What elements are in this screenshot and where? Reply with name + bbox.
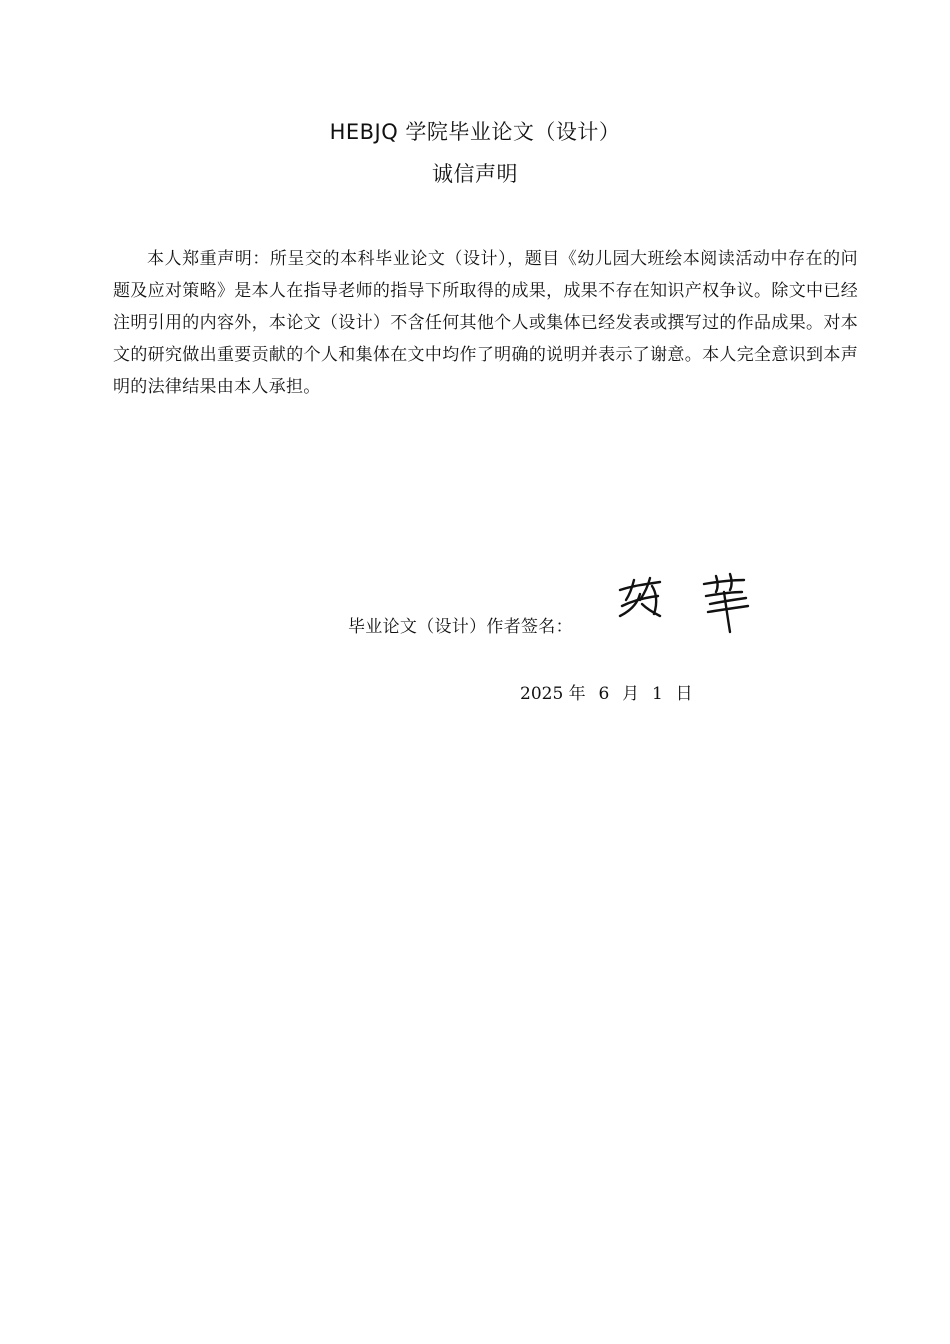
date-year-unit: 年 — [568, 684, 586, 704]
date-day: 1 — [651, 684, 663, 704]
signature-date — [520, 679, 693, 704]
handwritten-signature — [612, 572, 762, 638]
document-subtitle: 诚信声明 — [432, 162, 518, 186]
document-title: HEBJQ 学院毕业论文（设计） — [329, 120, 621, 144]
date-month-unit: 月 — [622, 684, 640, 704]
declaration-paragraph: 本人郑重声明：所呈交的本科毕业论文（设计），题目《幼儿园大班绘本阅读活动中存在的问题及应对策略》是本人在指导老师的指导下所取得的成果，成果不存在知识产权争议。除文中已经注明引用的内容外，本论文（设计）不含任何其他个人或集体已经发表或撰写过的作品成果。对本文的研究做出重要贡献的个人和集体在文中均作了明确的说明并表示了谢意。本人完全意识到本声明的法律结果由本人承担。 — [113, 249, 858, 397]
date-day-unit: 日 — [675, 684, 693, 704]
signature-label: 毕业论文（设计）作者签名： — [348, 617, 573, 637]
date-year: 2025 — [520, 684, 564, 704]
date-month: 6 — [598, 684, 610, 704]
